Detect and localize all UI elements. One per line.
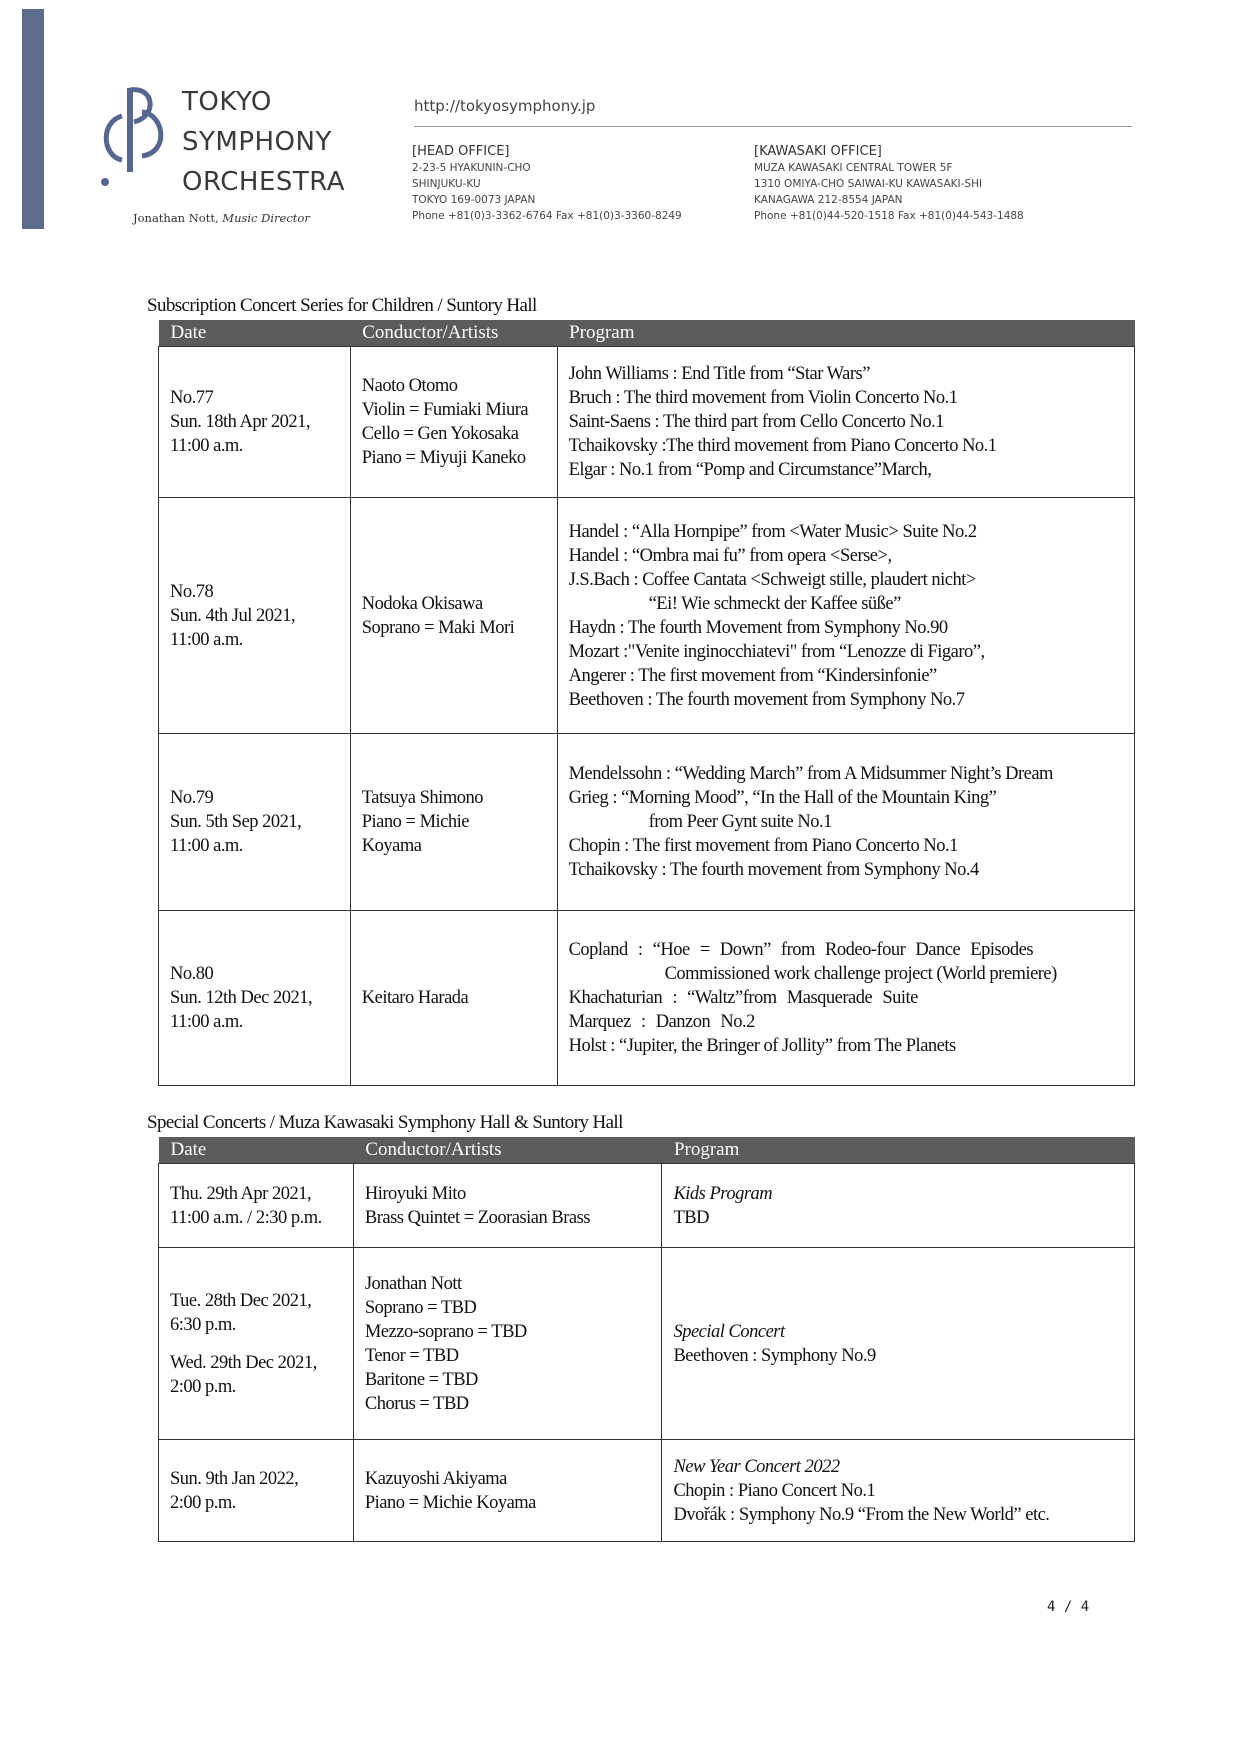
program-line: Chopin : Piano Concert No.1 <box>673 1480 876 1501</box>
artist-line: Soprano = TBD <box>364 1297 477 1318</box>
program-line: Grieg : “Morning Mood”, “In the Hall of the Mountain King” <box>568 788 997 808</box>
column-header-program: Program <box>557 320 1134 347</box>
date-line: No.78 <box>170 581 214 602</box>
orchestra-name <box>182 82 345 202</box>
table-header-row <box>159 1137 1135 1164</box>
program-line: Tchaikovsky : The fourth movement from Symphony No.4 <box>568 860 979 880</box>
program-line: Saint-Saens : The third part from Cello Concerto No.1 <box>568 412 945 432</box>
date-line: 11:00 a.m. <box>170 436 243 456</box>
date-cell <box>159 911 351 1086</box>
artist-line: Chorus = TBD <box>364 1393 469 1414</box>
artists-cell <box>353 1248 662 1440</box>
program-line: Beethoven : Symphony No.9 <box>673 1345 876 1366</box>
date-cell <box>159 1248 354 1440</box>
artist-line: Mezzo-soprano = TBD <box>364 1321 527 1342</box>
head-office-line: SHINJUKU-KU <box>412 178 481 190</box>
program-line: Copland : “Hoe = Down” from Rodeo-four Dance Episodes <box>568 940 1034 960</box>
table-row <box>159 1440 1135 1542</box>
date-line: No.80 <box>170 964 214 984</box>
kawasaki-office-line: MUZA KAWASAKI CENTRAL TOWER 5F <box>754 162 953 174</box>
date-cell <box>159 347 351 498</box>
column-header-program: Program <box>662 1137 1135 1164</box>
artist-line: Piano = Michie Koyama <box>364 1492 536 1513</box>
artist-line: Brass Quintet = Zoorasian Brass <box>364 1207 590 1228</box>
director-name: Jonathan Nott, <box>133 211 219 225</box>
artists-cell <box>353 1440 662 1542</box>
program-cell <box>662 1440 1135 1542</box>
program-line: John Williams : End Title from “Star Wars” <box>568 364 870 384</box>
program-title: Special Concert <box>673 1321 785 1342</box>
date-cell <box>159 734 351 911</box>
date-cell <box>159 498 351 734</box>
left-accent-bar <box>22 9 44 229</box>
program-cell <box>557 498 1134 734</box>
table-row <box>159 911 1135 1086</box>
program-cell <box>557 347 1134 498</box>
program-line: Mendelssohn : “Wedding March” from A Midsummer Night’s Dream <box>568 764 1053 784</box>
table-row <box>159 498 1135 734</box>
date-line: Sun. 5th Sep 2021, <box>170 812 302 832</box>
org-line-3: ORCHESTRA <box>182 167 346 197</box>
kawasaki-office-line: Phone +81(0)44-520-1518 Fax +81(0)44-543-1488 <box>754 210 1024 222</box>
artist-line: Koyama <box>361 836 422 856</box>
artist-line: Hiroyuki Mito <box>364 1183 466 1204</box>
table-row <box>159 1248 1135 1440</box>
program-line: Chopin : The first movement from Piano Concerto No.1 <box>568 836 958 856</box>
artists-cell <box>350 734 557 911</box>
date-line: 2:00 p.m. <box>170 1376 236 1397</box>
section-title-children: Subscription Concert Series for Children / Suntory Hall <box>147 295 537 316</box>
date-line: Sun. 18th Apr 2021, <box>170 412 311 432</box>
date-line: No.77 <box>170 388 214 408</box>
date-line: Tue. 28th Dec 2021, <box>170 1290 312 1311</box>
column-header-artists: Conductor/Artists <box>350 320 557 347</box>
music-director <box>133 211 310 225</box>
program-line: Angerer : The first movement from “Kindersinfonie” <box>568 665 937 686</box>
program-line: Holst : “Jupiter, the Bringer of Jollity” from The Planets <box>568 1036 956 1056</box>
program-line: Bruch : The third movement from Violin Concerto No.1 <box>568 388 958 408</box>
date-line: Thu. 29th Apr 2021, <box>170 1183 312 1204</box>
program-line: from Peer Gynt suite No.1 <box>648 812 832 832</box>
program-title: Kids Program <box>673 1183 773 1204</box>
date-line: Sun. 9th Jan 2022, <box>170 1468 299 1489</box>
head-office-line: Phone +81(0)3-3362-6764 Fax +81(0)3-3360-8249 <box>412 210 682 222</box>
date-line: No.79 <box>170 788 214 808</box>
program-line: Mozart :"Venite inginocchiatevi" from “Lenozze di Figaro”, <box>568 641 985 662</box>
column-header-date: Date <box>159 320 351 347</box>
special-concerts-table <box>158 1137 1135 1542</box>
program-title: New Year Concert 2022 <box>673 1456 840 1477</box>
date-line: 11:00 a.m. <box>170 836 243 856</box>
table-header-row <box>159 320 1135 347</box>
website-url[interactable]: http://tokyosymphony.jp <box>414 97 596 115</box>
head-office-block <box>412 144 682 224</box>
artists-cell <box>353 1164 662 1248</box>
org-line-1: TOKYO <box>182 87 272 117</box>
program-cell <box>662 1248 1135 1440</box>
artist-line: Keitaro Harada <box>361 988 469 1008</box>
table-row <box>159 734 1135 911</box>
orchestra-logo-icon <box>92 82 192 192</box>
head-office-line: 2-23-5 HYAKUNIN-CHO <box>412 162 531 174</box>
program-line: TBD <box>673 1207 709 1228</box>
program-line: Beethoven : The fourth movement from Symphony No.7 <box>568 689 965 710</box>
date-line: 2:00 p.m. <box>170 1492 236 1513</box>
artist-line: Violin = Fumiaki Miura <box>361 400 529 420</box>
page-number: 4 / 4 <box>1047 1599 1090 1615</box>
head-office-line: TOKYO 169-0073 JAPAN <box>412 194 536 206</box>
date-cell <box>159 1164 354 1248</box>
kawasaki-office-line: KANAGAWA 212-8554 JAPAN <box>754 194 903 206</box>
date-line: 11:00 a.m. / 2:30 p.m. <box>170 1207 322 1228</box>
artists-cell <box>350 911 557 1086</box>
program-cell <box>557 911 1134 1086</box>
date-line: 6:30 p.m. <box>170 1314 236 1335</box>
artist-line: Cello = Gen Yokosaka <box>361 424 519 444</box>
kawasaki-office-line: 1310 OMIYA-CHO SAIWAI-KU KAWASAKI-SHI <box>754 178 983 190</box>
date-line: 11:00 a.m. <box>170 629 243 650</box>
artist-line: Baritone = TBD <box>364 1369 478 1390</box>
artist-line: Soprano = Maki Mori <box>361 617 515 638</box>
column-header-date: Date <box>159 1137 354 1164</box>
org-line-2: SYMPHONY <box>182 127 332 157</box>
program-line: Tchaikovsky :The third movement from Piano Concerto No.1 <box>568 436 997 456</box>
date-cell <box>159 1440 354 1542</box>
date-line: Sun. 12th Dec 2021, <box>170 988 313 1008</box>
artists-cell <box>350 498 557 734</box>
artist-line: Tenor = TBD <box>364 1345 459 1366</box>
artist-line: Piano = Miyuji Kaneko <box>361 448 526 468</box>
header-divider <box>414 126 1132 127</box>
children-concerts-table <box>158 320 1135 1086</box>
artist-line: Naoto Otomo <box>361 376 458 396</box>
table-row <box>159 347 1135 498</box>
artist-line: Jonathan Nott <box>364 1273 462 1294</box>
program-line: Marquez : Danzon No.2 <box>568 1012 755 1032</box>
program-line: Handel : “Alla Hornpipe” from <Water Music> Suite No.2 <box>568 521 977 542</box>
program-line: J.S.Bach : Coffee Cantata <Schweigt stille, plaudert nicht> <box>568 569 976 590</box>
section-title-special: Special Concerts / Muza Kawasaki Symphony Hall & Suntory Hall <box>147 1112 623 1133</box>
program-line: Commissioned work challenge project (World premiere) <box>664 964 1057 984</box>
artist-line: Nodoka Okisawa <box>361 593 483 614</box>
program-line: Haydn : The fourth Movement from Symphony No.90 <box>568 617 948 638</box>
kawasaki-office-block <box>754 144 1024 224</box>
date-line: 11:00 a.m. <box>170 1012 243 1032</box>
program-line: Dvořák : Symphony No.9 “From the New World” etc. <box>673 1504 1050 1525</box>
date-line: Sun. 4th Jul 2021, <box>170 605 296 626</box>
program-line: “Ei! Wie schmeckt der Kaffee süße” <box>648 593 901 614</box>
date-line: Wed. 29th Dec 2021, <box>170 1352 317 1373</box>
program-cell <box>662 1164 1135 1248</box>
artists-cell <box>350 347 557 498</box>
artist-line: Kazuyoshi Akiyama <box>364 1468 507 1489</box>
kawasaki-office-heading: [KAWASAKI OFFICE] <box>754 144 882 159</box>
director-title: Music Director <box>222 211 310 225</box>
program-line: Khachaturian : “Waltz”from Masquerade Suite <box>568 988 918 1008</box>
artist-line: Piano = Michie <box>361 812 469 832</box>
artist-line: Tatsuya Shimono <box>361 788 483 808</box>
column-header-artists: Conductor/Artists <box>353 1137 662 1164</box>
program-line: Elgar : No.1 from “Pomp and Circumstance”March, <box>568 460 932 480</box>
program-line: Handel : “Ombra mai fu” from opera <Serse>, <box>568 545 892 566</box>
program-cell <box>557 734 1134 911</box>
head-office-heading: [HEAD OFFICE] <box>412 144 510 159</box>
table-row <box>159 1164 1135 1248</box>
spacer <box>170 1337 343 1351</box>
